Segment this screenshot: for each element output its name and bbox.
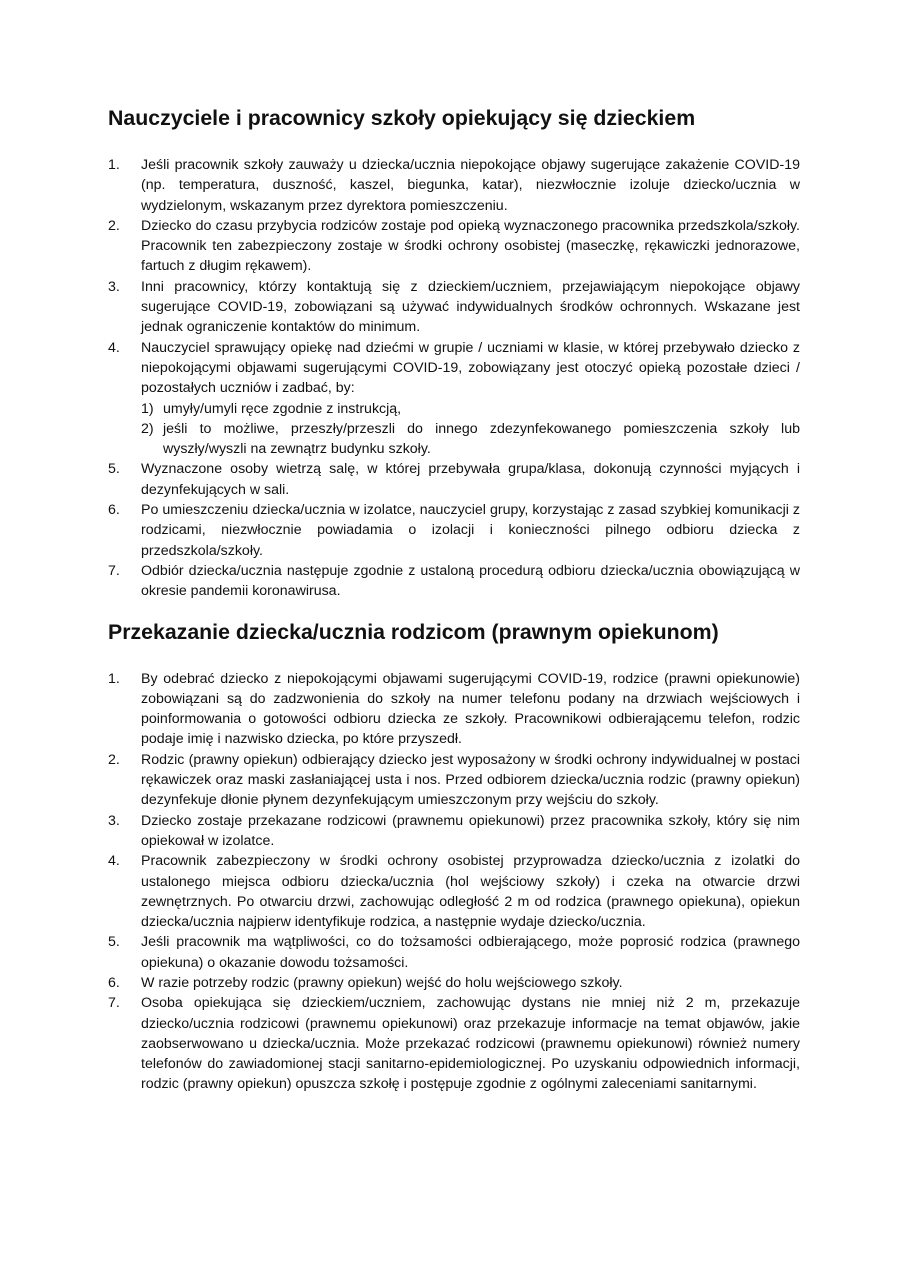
item-number: 6. [108,974,120,991]
item-text: Jeśli pracownik szkoły zauważy u dziecka/ucznia niepokojące objawy sugerujące zakażenie COVID-19 (np. temperatura, duszność, kaszel, biegunka, katar), niezwłocznie izoluje dziecko/ucznia w wydzielonym, wskazanym przez dyrektora pomieszczeniu. [141,157,800,214]
item-number: 4. [108,853,120,870]
list-item [108,973,800,993]
item-number: 5. [108,934,120,951]
item-number: 2. [108,751,120,768]
sub-item-number: 1) [141,400,154,417]
item-text: By odebrać dziecko z niepokojącymi objawami sugerującymi COVID-19, rodzice (prawni opiekunowie) zobowiązani są do zadzwonienia do szkoły na numer telefonu podany na drzwiach wejściowych i poinformowania o gotowości odbioru dziecka ze szkoły. Pracownikowi odbierającemu telefon, rodzic podaje imię i nazwisko dziecka, po które przyszedł. [141,670,800,748]
item-number: 5. [108,461,120,478]
item-text: Inni pracownicy, którzy kontaktują się z dzieckiem/uczniem, przejawiającym niepokojące objawy sugerujące COVID-19, zobowiązani są używać indywidualnych środków ochronnych. Wskazane jest jednak ograniczenie kontaktów do minimum. [141,278,800,336]
teachers-procedure-list [108,155,800,602]
item-text: Jeśli pracownik ma wątpliwości, co do tożsamości odbierającego, może poprosić rodzica (prawnego opiekuna) o okazanie dowodu tożsamości. [141,934,800,971]
item-text: Wyznaczone osoby wietrzą salę, w której przebywała grupa/klasa, dokonują czynności myjących i dezynfekujących w sali. [141,461,800,498]
list-item [108,932,800,973]
item-text: Pracownik zabezpieczony w środki ochrony osobistej przyprowadza dziecko/ucznia z izolatki do ustalonego miejsca odbioru dziecka/ucznia (hol wejściowy szkoły) i czeka na otwarcie drzwi zewnętrznych. Po otwarciu drzwi, zachowując odległość 2 m od rodzica (prawnego opiekuna), opiekun dziecka/ucznia najpierw identyfikuje rodzica, a następnie wydaje dziecko/ucznia. [141,853,800,931]
list-item [108,459,800,500]
list-item [108,216,800,277]
item-text: Odbiór dziecka/ucznia następuje zgodnie z ustaloną procedurą odbioru dziecka/ucznia obowiązującą w okresie pandemii koronawirusa. [141,562,800,600]
section-title-handover: Przekazanie dziecka/ucznia rodzicom (prawnym opiekunom) [108,619,719,644]
item-text: Osoba opiekująca się dzieckiem/uczniem, zachowując dystans nie mniej niż 2 m, przekazuje dziecko/ucznia rodzicowi (prawnemu opiekunowi) oraz przekazuje informacje na temat objawów, jakie zaobserwowano u dziecka/ucznia. Może przekazać rodzicowi (prawnemu opiekunowi) również numery telefonów do zawiadomionej stacji sanitarno-epidemiologicznej. Po uzyskaniu odpowiednich informacji, rodzic (prawny opiekun) opuszcza szkołę i postępuje zgodnie z ogólnymi zaleceniami sanitarnymi. [141,995,800,1093]
sub-item-number: 2) [141,420,154,437]
item-number: 7. [108,995,120,1012]
section-title-teachers: Nauczyciele i pracownicy szkoły opiekujący się dzieckiem [108,106,696,130]
item-number: 4. [108,339,120,356]
item-text: W razie potrzeby rodzic (prawny opiekun) wejść do holu wejściowego szkoły. [141,974,623,991]
item-number: 3. [108,812,120,829]
list-item [108,851,800,932]
item-text: Rodzic (prawny opiekun) odbierający dziecko jest wyposażony w środki ochrony indywidualnej w postaci rękawiczek oraz maski zasłaniającej usta i nos. Przed odbiorem dziecka/ucznia rodzic (prawny opiekun) dezynfekuje dłonie płynem dezynfekującym umieszczonym przy wejściu do szkoły. [141,751,800,809]
item-text: Dziecko do czasu przybycia rodziców zostaje pod opieką wyznaczonego pracownika przedszkola/szkoły. Pracownik ten zabezpieczony zostaje w środki ochrony osobistej (maseczkę, rękawiczki jednorazowe, fartuch z długim rękawem). [141,217,800,275]
item-number: 3. [108,278,120,295]
handover-procedure-list [108,669,800,1095]
sub-list-item [141,399,800,419]
list-item [108,561,800,602]
list-item [108,500,800,561]
sub-list-item [141,419,800,460]
item-number: 2. [108,217,120,234]
sub-item-text: umyły/umyli ręce zgodnie z instrukcją, [163,400,402,417]
list-item [108,338,800,460]
list-item [108,993,800,1094]
item-number: 6. [108,502,120,519]
item-number: 1. [108,670,120,687]
list-item [108,155,800,216]
list-item [108,669,800,750]
list-item [108,811,800,852]
sub-item-text: jeśli to możliwe, przeszły/przeszli do innego zdezynfekowanego pomieszczenia szkoły lub wyszły/wyszli na zewnątrz budynku szkoły. [163,420,800,458]
item-text: Dziecko zostaje przekazane rodzicowi (prawnemu opiekunowi) przez pracownika szkoły, który się nim opiekował w izolatce. [141,812,800,849]
item-text: Po umieszczeniu dziecka/ucznia w izolatce, nauczyciel grupy, korzystając z zasad szybkiej komunikacji z rodzicami, niezwłocznie powiadamia o izolacji i konieczności pilnego odbioru dziecka z przedszkola/szkoły. [141,502,800,559]
list-item [108,277,800,338]
list-item [108,750,800,811]
sub-list [141,399,800,460]
document-page [108,108,800,1095]
item-text: Nauczyciel sprawujący opiekę nad dziećmi w grupie / uczniami w klasie, w której przebywało dziecko z niepokojącymi objawami sugerującymi COVID-19, zobowiązany jest otoczyć opieką pozostałe dzieci / pozostałych uczniów i zadbać, by: [141,339,800,397]
item-number: 7. [108,562,120,579]
item-number: 1. [108,157,120,173]
